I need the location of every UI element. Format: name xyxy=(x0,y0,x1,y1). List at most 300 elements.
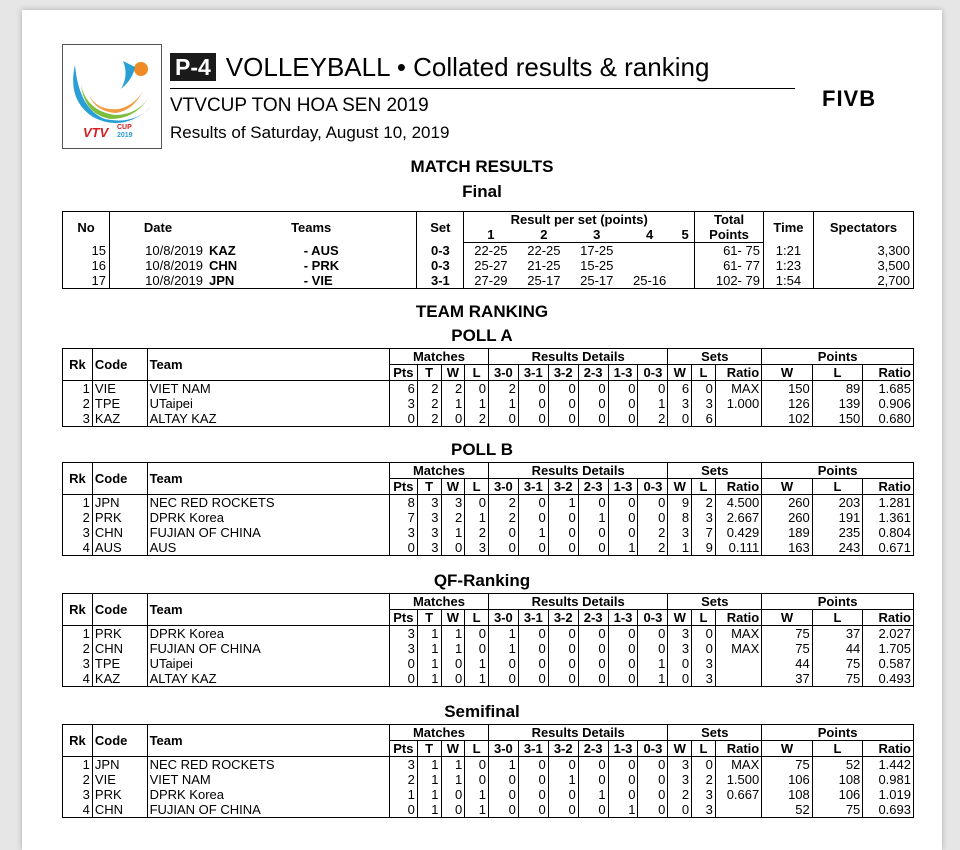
rank-pw: 75 xyxy=(762,757,813,773)
col-r13: 1-3 xyxy=(608,365,638,381)
col-sratio: Ratio xyxy=(715,365,761,381)
pool-heading: Semifinal xyxy=(444,702,520,721)
rank-sw: 0 xyxy=(668,671,692,687)
rank-t: 1 xyxy=(417,787,441,802)
rank-r03: 1 xyxy=(638,656,668,671)
rank-sl: 2 xyxy=(692,495,716,511)
col-pts: Pts xyxy=(389,365,417,381)
rank-pratio: 1.685 xyxy=(863,381,914,397)
rank-r31: 0 xyxy=(518,396,548,411)
rank-r31: 0 xyxy=(518,656,548,671)
col-points: Points xyxy=(695,227,764,243)
rank-rk: 3 xyxy=(63,656,93,671)
col-matches: Matches xyxy=(389,725,488,741)
rank-pl: 37 xyxy=(812,626,863,642)
rank-t: 1 xyxy=(417,757,441,773)
rank-l: 2 xyxy=(465,411,489,427)
col-sratio: Ratio xyxy=(715,479,761,495)
ranking-row xyxy=(63,525,914,540)
team-ranking-heading: TEAM RANKING xyxy=(415,302,549,321)
ranking-row xyxy=(63,671,914,687)
rank-sw: 2 xyxy=(668,787,692,802)
rank-sl: 0 xyxy=(692,641,716,656)
vtv-cup-logo xyxy=(62,44,162,149)
rank-rk: 4 xyxy=(63,802,93,818)
rank-r31: 0 xyxy=(518,757,548,773)
ranking-table xyxy=(62,462,914,556)
col-w: W xyxy=(441,741,465,757)
rank-pl: 243 xyxy=(812,540,863,556)
match-date: 10/8/2019 xyxy=(110,258,207,273)
col-total: Total xyxy=(695,212,764,228)
rank-sw: 3 xyxy=(668,626,692,642)
rank-pts: 1 xyxy=(389,787,417,802)
rank-r30: 0 xyxy=(488,787,518,802)
rank-t: 2 xyxy=(417,411,441,427)
rank-r30: 0 xyxy=(488,656,518,671)
rank-pw: 75 xyxy=(762,626,813,642)
rank-r23: 0 xyxy=(578,641,608,656)
rank-sw: 6 xyxy=(668,381,692,397)
col-l: L xyxy=(465,741,489,757)
rank-rk: 2 xyxy=(63,772,93,787)
match-total: 61- 77 xyxy=(695,258,764,273)
document-header xyxy=(62,44,920,152)
col-points: Points xyxy=(762,725,914,741)
rank-sw: 3 xyxy=(668,525,692,540)
rank-sratio: MAX xyxy=(715,641,761,656)
rank-pts: 0 xyxy=(389,656,417,671)
col-w: W xyxy=(441,610,465,626)
col-t: T xyxy=(417,365,441,381)
rank-r03: 0 xyxy=(638,510,668,525)
rank-sw: 3 xyxy=(668,641,692,656)
rank-pl: 235 xyxy=(812,525,863,540)
rank-t: 1 xyxy=(417,626,441,642)
rank-pts: 3 xyxy=(389,396,417,411)
match-s4 xyxy=(623,243,676,259)
rank-r30: 2 xyxy=(488,510,518,525)
cup-year: 2019 xyxy=(117,132,133,139)
match-away: - AUS xyxy=(303,242,339,258)
rank-pratio: 0.804 xyxy=(863,525,914,540)
rank-pl: 108 xyxy=(812,772,863,787)
col-results-details: Results Details xyxy=(488,349,667,365)
rank-r31: 0 xyxy=(518,381,548,397)
rank-r30: 0 xyxy=(488,411,518,427)
report-title: VOLLEYBALL • Collated results & ranking xyxy=(225,52,710,82)
rank-sl: 3 xyxy=(692,656,716,671)
rank-pratio: 1.705 xyxy=(863,641,914,656)
rank-sl: 9 xyxy=(692,540,716,556)
rank-r03: 0 xyxy=(638,772,668,787)
pool-heading: POLL B xyxy=(450,440,514,459)
rank-rk: 3 xyxy=(63,787,93,802)
col-pratio: Ratio xyxy=(863,365,914,381)
rank-r30: 1 xyxy=(488,626,518,642)
ranking-row xyxy=(63,626,914,642)
col-r23: 2-3 xyxy=(578,479,608,495)
rank-t: 3 xyxy=(417,525,441,540)
rank-pw: 75 xyxy=(762,641,813,656)
ranking-row xyxy=(63,495,914,511)
rank-team: VIET NAM xyxy=(147,381,389,397)
col-sl: L xyxy=(692,479,716,495)
rank-rk: 2 xyxy=(63,641,93,656)
rank-r32: 0 xyxy=(548,381,578,397)
rank-r03: 1 xyxy=(638,671,668,687)
col-r32: 3-2 xyxy=(548,610,578,626)
rank-l: 1 xyxy=(465,396,489,411)
rank-r13: 1 xyxy=(608,802,638,818)
rank-r32: 0 xyxy=(548,626,578,642)
rank-code: VIE xyxy=(92,772,147,787)
rank-l: 1 xyxy=(465,656,489,671)
report-code: P-4 xyxy=(170,53,216,81)
col-pw: W xyxy=(762,741,813,757)
ranking-row xyxy=(63,510,914,525)
rank-pl: 150 xyxy=(812,411,863,427)
match-spect: 3,300 xyxy=(813,243,913,259)
vtv-cup-logo-graphic xyxy=(63,45,161,148)
rank-r32: 0 xyxy=(548,656,578,671)
match-s2: 21-25 xyxy=(527,258,561,273)
rank-pw: 150 xyxy=(762,381,813,397)
rank-r31: 0 xyxy=(518,411,548,427)
rank-r23: 0 xyxy=(578,540,608,556)
col-code: Code xyxy=(92,725,147,757)
rank-r03: 2 xyxy=(638,525,668,540)
rank-r31: 0 xyxy=(518,495,548,511)
match-s3: 25-17 xyxy=(580,273,614,288)
rank-r32: 0 xyxy=(548,525,578,540)
ranking-table xyxy=(62,593,914,687)
rank-pratio: 2.027 xyxy=(863,626,914,642)
rank-sratio xyxy=(715,656,761,671)
rank-pratio: 1.361 xyxy=(863,510,914,525)
rank-t: 1 xyxy=(417,656,441,671)
rank-pw: 189 xyxy=(762,525,813,540)
rank-r30: 0 xyxy=(488,802,518,818)
rank-pratio: 0.680 xyxy=(863,411,914,427)
rank-r13: 0 xyxy=(608,626,638,642)
rank-code: PRK xyxy=(92,787,147,802)
match-spect: 3,500 xyxy=(813,258,913,273)
rank-l: 1 xyxy=(465,671,489,687)
rank-r23: 0 xyxy=(578,757,608,773)
col-matches: Matches xyxy=(389,463,488,479)
col-set: Set xyxy=(417,212,464,243)
col-sw: W xyxy=(668,365,692,381)
match-s4: 25-16 xyxy=(633,273,667,288)
col-pl: L xyxy=(812,741,863,757)
rank-l: 0 xyxy=(465,381,489,397)
rank-w: 0 xyxy=(441,540,465,556)
rank-t: 3 xyxy=(417,495,441,511)
match-total: 61- 75 xyxy=(695,243,764,259)
rank-r03: 2 xyxy=(638,411,668,427)
rank-r23: 0 xyxy=(578,671,608,687)
col-r32: 3-2 xyxy=(548,741,578,757)
ranking-row xyxy=(63,656,914,671)
rank-team: UTaipei xyxy=(147,396,389,411)
rank-pl: 106 xyxy=(812,787,863,802)
col-r03: 0-3 xyxy=(638,741,668,757)
rank-pratio: 1.442 xyxy=(863,757,914,773)
pool-heading: POLL A xyxy=(451,326,513,345)
match-s2: 25-17 xyxy=(527,273,561,288)
col-results-details: Results Details xyxy=(488,594,667,610)
rank-r23: 0 xyxy=(578,626,608,642)
col-team: Team xyxy=(147,594,389,626)
match-results-table xyxy=(62,211,914,289)
col-set-2: 2 xyxy=(517,227,570,243)
rank-team: FUJIAN OF CHINA xyxy=(147,641,389,656)
rank-pts: 0 xyxy=(389,802,417,818)
rank-w: 0 xyxy=(441,671,465,687)
rank-w: 0 xyxy=(441,802,465,818)
rank-sl: 6 xyxy=(692,411,716,427)
rank-r31: 0 xyxy=(518,641,548,656)
col-sw: W xyxy=(668,479,692,495)
rank-r32: 0 xyxy=(548,671,578,687)
match-time: 1:21 xyxy=(763,243,813,259)
rank-sratio: MAX xyxy=(715,381,761,397)
ranking-row xyxy=(63,757,914,773)
rank-pl: 44 xyxy=(812,641,863,656)
rank-r23: 0 xyxy=(578,525,608,540)
col-sw: W xyxy=(668,610,692,626)
rank-r30: 2 xyxy=(488,381,518,397)
ranking-row xyxy=(63,396,914,411)
col-no: No xyxy=(77,219,95,235)
rank-pw: 260 xyxy=(762,510,813,525)
col-r30: 3-0 xyxy=(488,365,518,381)
rank-l: 0 xyxy=(465,626,489,642)
match-set: 0-3 xyxy=(417,258,464,273)
title-divider xyxy=(170,88,795,89)
col-r32: 3-2 xyxy=(548,365,578,381)
rank-w: 1 xyxy=(441,772,465,787)
rank-rk: 1 xyxy=(63,757,93,773)
match-row xyxy=(63,243,914,259)
rank-pts: 6 xyxy=(389,381,417,397)
rank-r23: 0 xyxy=(578,772,608,787)
rank-r31: 0 xyxy=(518,540,548,556)
rank-code: KAZ xyxy=(92,411,147,427)
rank-sl: 3 xyxy=(692,787,716,802)
col-r03: 0-3 xyxy=(638,479,668,495)
col-results-details: Results Details xyxy=(488,463,667,479)
rank-pts: 7 xyxy=(389,510,417,525)
col-r30: 3-0 xyxy=(488,610,518,626)
match-no: 15 xyxy=(91,242,106,258)
rank-w: 1 xyxy=(441,396,465,411)
event-name: VTVCUP TON HOA SEN 2019 xyxy=(170,95,429,116)
rank-w: 1 xyxy=(441,641,465,656)
col-points: Points xyxy=(762,463,914,479)
rank-sratio: 4.500 xyxy=(715,495,761,511)
rank-team: NEC RED ROCKETS xyxy=(147,757,389,773)
rank-r13: 0 xyxy=(608,525,638,540)
col-r03: 0-3 xyxy=(638,365,668,381)
rank-sl: 0 xyxy=(692,626,716,642)
rank-sl: 0 xyxy=(692,381,716,397)
rank-sl: 3 xyxy=(692,396,716,411)
col-l: L xyxy=(465,610,489,626)
rank-pw: 126 xyxy=(762,396,813,411)
col-code: Code xyxy=(92,349,147,381)
rank-pratio: 0.671 xyxy=(863,540,914,556)
rank-pl: 52 xyxy=(812,757,863,773)
rank-pratio: 0.587 xyxy=(863,656,914,671)
rank-pts: 2 xyxy=(389,772,417,787)
col-date: Date xyxy=(110,212,207,243)
rank-r31: 0 xyxy=(518,626,548,642)
ranking-row xyxy=(63,787,914,802)
col-r31: 3-1 xyxy=(518,741,548,757)
rank-code: PRK xyxy=(92,626,147,642)
rank-sratio: 1.000 xyxy=(715,396,761,411)
final-heading: Final xyxy=(462,182,502,201)
ranking-row xyxy=(63,540,914,556)
rank-code: KAZ xyxy=(92,671,147,687)
col-t: T xyxy=(417,741,441,757)
rank-pts: 3 xyxy=(389,626,417,642)
rank-pl: 75 xyxy=(812,802,863,818)
rank-pw: 106 xyxy=(762,772,813,787)
match-home: JPN xyxy=(209,273,235,288)
rank-pts: 0 xyxy=(389,411,417,427)
rank-sw: 0 xyxy=(668,411,692,427)
match-home: CHN xyxy=(209,258,238,273)
rank-r32: 0 xyxy=(548,757,578,773)
results-sheet xyxy=(22,10,942,850)
rank-pw: 102 xyxy=(762,411,813,427)
rank-r23: 0 xyxy=(578,411,608,427)
col-r23: 2-3 xyxy=(578,610,608,626)
pool-heading: QF-Ranking xyxy=(433,571,531,590)
match-row xyxy=(63,258,914,273)
col-set-5: 5 xyxy=(676,227,695,243)
rank-pratio: 0.906 xyxy=(863,396,914,411)
rank-sw: 0 xyxy=(668,656,692,671)
rank-r13: 0 xyxy=(608,656,638,671)
rank-pw: 37 xyxy=(762,671,813,687)
rank-t: 3 xyxy=(417,510,441,525)
rank-sratio: 0.667 xyxy=(715,787,761,802)
col-team: Team xyxy=(147,463,389,495)
rank-r30: 0 xyxy=(488,525,518,540)
col-r23: 2-3 xyxy=(578,741,608,757)
col-points: Points xyxy=(762,594,914,610)
col-r31: 3-1 xyxy=(518,479,548,495)
rank-sl: 2 xyxy=(692,772,716,787)
col-l: L xyxy=(465,365,489,381)
col-w: W xyxy=(441,365,465,381)
rank-l: 0 xyxy=(465,641,489,656)
col-code: Code xyxy=(92,594,147,626)
col-t: T xyxy=(417,479,441,495)
rank-sw: 8 xyxy=(668,510,692,525)
match-set: 3-1 xyxy=(417,273,464,289)
col-l: L xyxy=(465,479,489,495)
rank-pts: 3 xyxy=(389,757,417,773)
vtv-wordmark: VTV xyxy=(83,125,109,140)
rank-pw: 108 xyxy=(762,787,813,802)
rank-pratio: 0.981 xyxy=(863,772,914,787)
col-team: Team xyxy=(147,349,389,381)
rank-pl: 203 xyxy=(812,495,863,511)
col-sl: L xyxy=(692,610,716,626)
rank-rk: 2 xyxy=(63,510,93,525)
rank-sw: 3 xyxy=(668,396,692,411)
rank-pw: 44 xyxy=(762,656,813,671)
rank-r31: 1 xyxy=(518,525,548,540)
rank-code: CHN xyxy=(92,525,147,540)
rank-r30: 2 xyxy=(488,495,518,511)
rank-r13: 0 xyxy=(608,381,638,397)
match-s5 xyxy=(676,243,695,259)
rank-team: VIET NAM xyxy=(147,772,389,787)
rank-pratio: 0.693 xyxy=(863,802,914,818)
rank-r23: 0 xyxy=(578,656,608,671)
col-pw: W xyxy=(762,610,813,626)
col-rk: Rk xyxy=(63,349,93,381)
col-sl: L xyxy=(692,741,716,757)
rank-r13: 0 xyxy=(608,396,638,411)
rank-rk: 4 xyxy=(63,540,93,556)
match-set: 0-3 xyxy=(417,243,464,259)
col-r13: 1-3 xyxy=(608,610,638,626)
rank-t: 1 xyxy=(417,671,441,687)
rank-r13: 1 xyxy=(608,540,638,556)
match-s4 xyxy=(623,258,676,273)
rank-sratio: 0.429 xyxy=(715,525,761,540)
rank-r32: 0 xyxy=(548,641,578,656)
rank-rk: 1 xyxy=(63,381,93,397)
match-s1: 25-27 xyxy=(464,258,518,273)
rank-w: 2 xyxy=(441,510,465,525)
col-pw: W xyxy=(762,479,813,495)
rank-sratio: MAX xyxy=(715,757,761,773)
rank-r23: 0 xyxy=(578,802,608,818)
col-teams: Teams xyxy=(291,219,332,235)
col-sl: L xyxy=(692,365,716,381)
col-pl: L xyxy=(812,610,863,626)
rank-rk: 1 xyxy=(63,626,93,642)
col-sets: Sets xyxy=(668,349,762,365)
rank-r32: 1 xyxy=(548,495,578,511)
rank-r23: 0 xyxy=(578,495,608,511)
col-result: Result per set (points) xyxy=(464,212,695,228)
col-spectators: Spectators xyxy=(813,212,913,243)
ranking-row xyxy=(63,802,914,818)
match-away: - VIE xyxy=(303,273,333,288)
match-no: 16 xyxy=(91,258,106,273)
rank-pl: 75 xyxy=(812,671,863,687)
rank-pts: 3 xyxy=(389,525,417,540)
col-pratio: Ratio xyxy=(863,610,914,626)
rank-r03: 0 xyxy=(638,757,668,773)
rank-sw: 3 xyxy=(668,757,692,773)
rank-r13: 0 xyxy=(608,495,638,511)
col-r13: 1-3 xyxy=(608,479,638,495)
rank-w: 1 xyxy=(441,626,465,642)
rank-r30: 1 xyxy=(488,396,518,411)
rank-pratio: 1.281 xyxy=(863,495,914,511)
match-s3: 15-25 xyxy=(580,258,614,273)
